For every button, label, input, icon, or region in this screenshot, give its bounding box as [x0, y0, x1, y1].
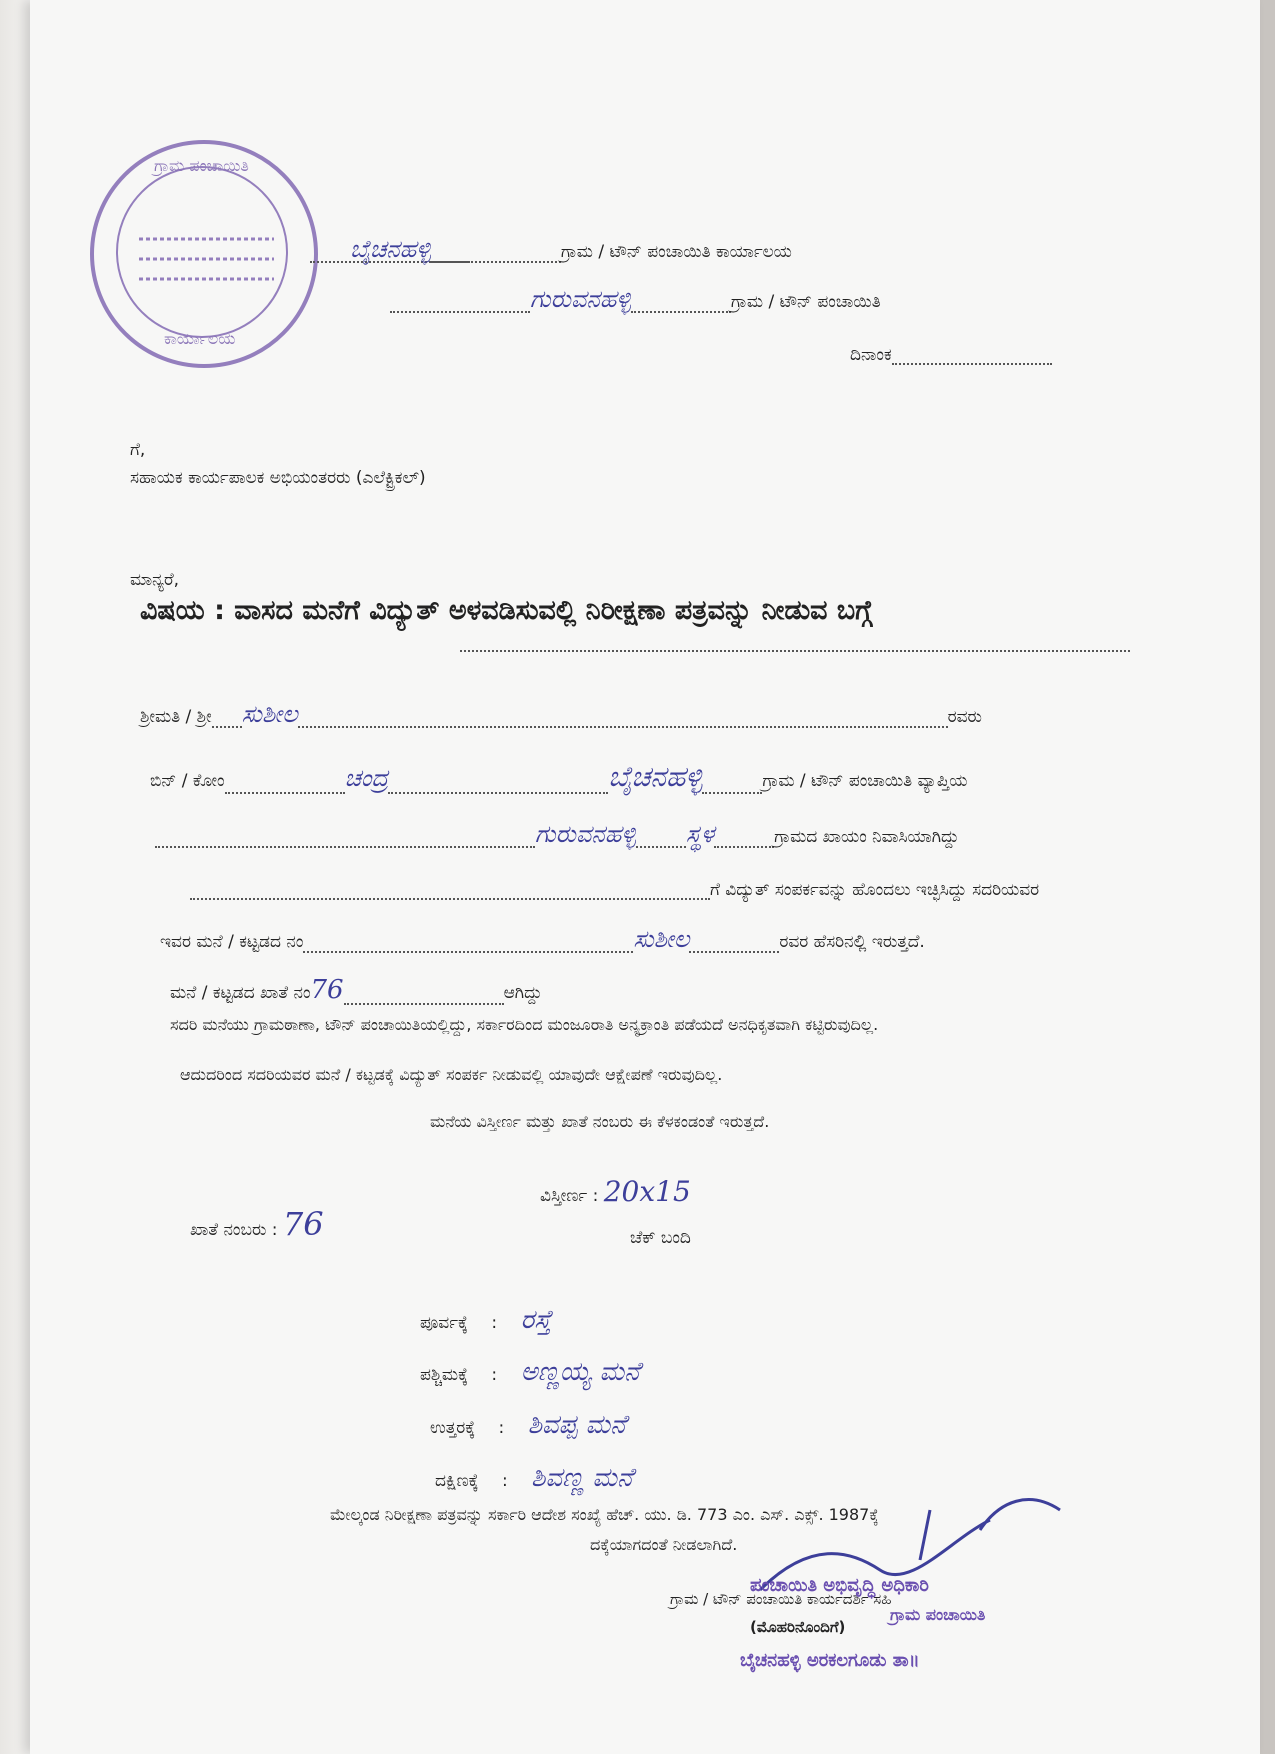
east-colon: :	[491, 1313, 498, 1333]
north-label: ಉತ್ತರಕ್ಕೆ	[430, 1418, 476, 1438]
order-line: ಮೇಲ್ಕಂಡ ನಿರೀಕ್ಷಣಾ ಪತ್ರವನ್ನು ಸರ್ಕಾರಿ ಆದೇಶ ಸಂಖ್ಯೆ ಹೆಚ್. ಯು. ಡಿ. 773 ಎಂ. ಎಸ್. ಎಕ್ಸ್. 1987ಕ್ಕೆ	[330, 1505, 879, 1524]
village-suffix: ಗ್ರಾಮ / ಟೌನ್ ಪಂಚಾಯಿತಿ ವ್ಯಾಪ್ತಿಯ	[762, 771, 968, 791]
resident-suffix: ಗ್ರಾಮದ ಖಾಯಂ ನಿವಾಸಿಯಾಗಿದ್ದು	[774, 827, 959, 847]
para-2: ಆದುದರಿಂದ ಸದರಿಯವರ ಮನೆ / ಕಟ್ಟಡಕ್ಕೆ ವಿದ್ಯುತ್ ಸಂಪರ್ಕ ನೀಡುವಲ್ಲಿ ಯಾವುದೇ ಆಕ್ಷೇಪಣೆ ಇರುವುದಿಲ್ಲ.	[180, 1065, 723, 1084]
area-hand: 20x15	[603, 1175, 691, 1208]
shrimati-label: ಶ್ರೀಮತಿ / ಶ್ರೀ	[140, 707, 212, 727]
document-sheet	[30, 0, 1260, 1754]
south-colon: :	[501, 1471, 508, 1491]
recipient-to: ಗೆ,	[130, 440, 146, 460]
name-suffix: ರವರ ಹೆಸರಿನಲ್ಲಿ ಇರುತ್ತದೆ.	[779, 932, 925, 952]
area-row	[540, 1175, 691, 1208]
signatory-2: (ಮೊಹರಿನೊಂದಿಗೆ)	[750, 1618, 846, 1636]
resident-line	[155, 820, 959, 848]
salutation: ಮಾನ್ಯರೆ,	[130, 570, 180, 590]
para-3: ಮನೆಯ ವಿಸ್ತೀರ್ಣ ಮತ್ತು ಖಾತೆ ನಂಬರು ಈ ಕೆಳಕಂಡಂತೆ ಇರುತ್ತದೆ.	[430, 1112, 770, 1131]
seal-line-2: ಗ್ರಾಮ ಪಂಚಾಯಿತಿ	[890, 1605, 986, 1624]
west-hand: ಅಣ್ಣಯ್ಯ ಮನೆ	[520, 1357, 640, 1387]
house-no-hand: ಸುಶೀಲ	[633, 925, 690, 953]
bin-label: ಬಿನ್ / ಕೋಂ	[150, 771, 225, 791]
shrimati-hand: ಸುಶೀಲ	[241, 700, 298, 728]
south-hand: ಶಿವಣ್ಣ ಮನೆ	[531, 1463, 633, 1493]
subject-line: ವಿಷಯ : ವಾಸದ ಮನೆಗೆ ವಿದ್ಯುತ್ ಅಳವಡಿಸುವಲ್ಲಿ ನಿರೀಕ್ಷಣಾ ಪತ್ರವನ್ನು ನೀಡುವ ಬಗ್ಗೆ	[140, 595, 873, 626]
boundaries-label: ಚೆಕ್ ಬಂದಿ	[630, 1228, 691, 1248]
house-no-line	[160, 925, 925, 953]
khata-label: ಮನೆ / ಕಟ್ಟಡದ ಖಾತೆ ನಂ	[170, 983, 311, 1003]
west-row	[420, 1357, 640, 1388]
paper-edge	[0, 0, 30, 1754]
khata-no-hand: 76	[282, 1205, 324, 1243]
khata-no-label: ಖಾತೆ ನಂಬರು :	[190, 1220, 278, 1240]
stamp-text-bottom: ಕಾರ್ಯಾಲಯ	[164, 329, 236, 348]
panchayat-suffix: ಗ್ರಾಮ / ಟೌನ್ ಪಂಚಾಯಿತಿ	[730, 292, 881, 312]
office-hand: ಬೈಚನಹಳ್ಳಿ	[350, 235, 431, 263]
north-row	[430, 1410, 626, 1441]
khata-no-row	[190, 1205, 324, 1243]
panchayat-stamp	[90, 140, 318, 368]
signatory: ಗ್ರಾಮ / ಟೌನ್ ಪಂಚಾಯಿತಿ ಕಾರ್ಯದರ್ಶಿ ಸಹಿ	[670, 1590, 892, 1608]
area-label: ವಿಸ್ತೀರ್ಣ :	[540, 1186, 599, 1206]
house-no-label: ಇವರ ಮನೆ / ಕಟ್ಟಡದ ನಂ	[160, 932, 304, 952]
shrimati-line	[140, 700, 982, 728]
west-label: ಪಶ್ಚಿಮಕ್ಕೆ	[420, 1365, 469, 1385]
east-hand: ರಸ್ತೆ	[520, 1305, 552, 1335]
connection-line	[190, 880, 1039, 900]
recipient-designation: ಸಹಾಯಕ ಕಾರ್ಯಪಾಲಕ ಅಭಿಯಂತರರು (ಎಲೆಕ್ಟ್ರಿಕಲ್)	[130, 468, 426, 488]
panchayat-hand: ಗುರುವನಹಳ್ಳಿ	[530, 285, 631, 313]
north-colon: :	[498, 1418, 505, 1438]
agiddu: ಆಗಿದ್ದು	[503, 983, 543, 1003]
village-hand: ಬೈಚನಹಳ್ಳಿ	[608, 760, 703, 793]
seal-line-3: ಬೈಚನಹಳ್ಳಿ ಅರಕಲಗೂಡು ತಾ॥	[740, 1650, 920, 1671]
ravaru: ರವರು	[947, 707, 982, 727]
resident-hand-2: ಸ್ಥಳ	[685, 820, 715, 848]
date-label: ದಿನಾಂಕ	[850, 345, 892, 365]
panchayat-line	[390, 285, 881, 313]
seal-line-1: ಪಂಚಾಯಿತಿ ಅಭಿವೃದ್ಧಿ ಅಧಿಕಾರಿ	[750, 1575, 929, 1596]
west-colon: :	[491, 1365, 498, 1385]
east-label: ಪೂರ್ವಕ್ಕೆ	[420, 1313, 468, 1333]
office-suffix: ಗ್ರಾಮ / ಟೌನ್ ಪಂಚಾಯಿತಿ ಕಾರ್ಯಾಲಯ	[560, 242, 792, 262]
subject-dots	[460, 650, 1130, 652]
south-row	[435, 1463, 633, 1494]
stamp-lines-icon	[94, 144, 314, 364]
bin-hand: ಚಂದ್ರ	[344, 764, 389, 792]
east-row	[420, 1305, 551, 1336]
office-line	[310, 235, 792, 263]
bin-line	[150, 760, 967, 794]
resident-hand-1: ಗುರುವನಹಳ್ಳಿ	[535, 820, 636, 848]
para-1: ಸದರಿ ಮನೆಯು ಗ್ರಾಮಠಾಣಾ, ಟೌನ್ ಪಂಚಾಯಿತಿಯಲ್ಲಿದ್ದು, ಸರ್ಕಾರದಿಂದ ಮಂಜೂರಾತಿ ಅನ್ಯಕ್ರಾಂತಿ ಪಡೆಯದೆ ಅನಧಿಕೃತವಾಗಿ ಕಟ್ಟಿರುವುದಿಲ್ಲ.	[170, 1015, 879, 1034]
khata-line	[170, 975, 542, 1005]
south-label: ದಕ್ಷಿಣಕ್ಕೆ	[435, 1471, 479, 1491]
khata-hand: 76	[310, 975, 344, 1005]
order-line-2: ದಕ್ಕೆಯಾಗದಂತೆ ನೀಡಲಾಗಿದೆ.	[590, 1535, 738, 1554]
date-line	[850, 345, 1052, 365]
north-hand: ಶಿವಪ್ಪ ಮನೆ	[527, 1410, 626, 1440]
stamp-text-top: ಗ್ರಾಮ ಪಂಚಾಯಿತಿ	[154, 156, 249, 175]
connection-text: ಗೆ ವಿದ್ಯುತ್ ಸಂಪರ್ಕವನ್ನು ಹೊಂದಲು ಇಚ್ಛಿಸಿದ್ದು ಸದರಿಯವರ	[710, 880, 1040, 900]
